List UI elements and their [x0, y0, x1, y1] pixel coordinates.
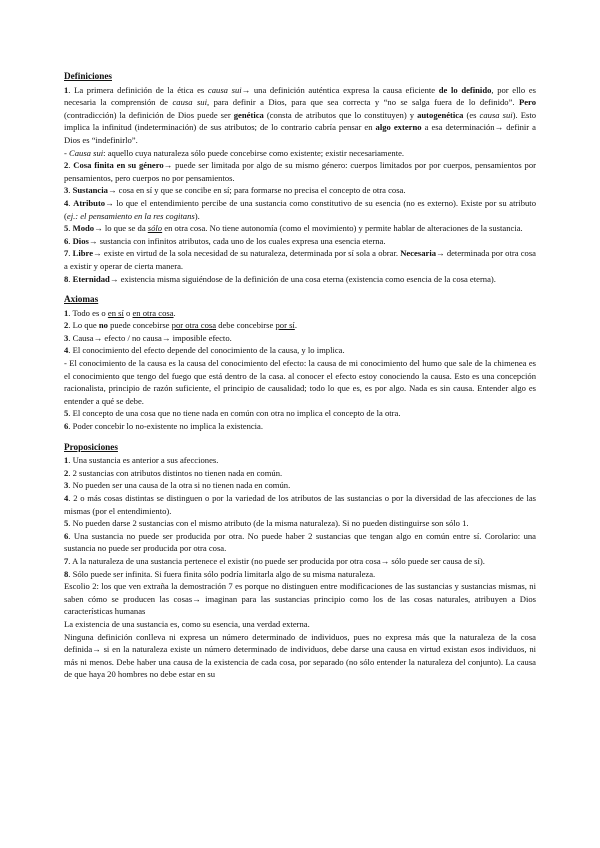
text-run: . 2 o más cosas distintas se distinguen o por la variedad de los atributos de las sustancias o por la diversidad de las afecciones de las mismas (por el entendimiento). — [64, 493, 536, 516]
paragraph — [64, 568, 536, 581]
text-run: . Sólo puede ser infinita. Si fuera finita sólo podría limitarla algo de su misma naturaleza. — [68, 568, 376, 579]
paragraph-list — [64, 307, 536, 433]
text-run: en otra cosa — [132, 307, 174, 318]
text-run: Dios — [72, 235, 89, 246]
text-run: → cosa en sí y que se concibe en sí; para formarse no precisa el concepto de otra cosa. — [107, 185, 406, 196]
text-run: autogenética — [417, 109, 464, 120]
text-run: sólo — [147, 223, 163, 234]
text-run: esos — [470, 644, 486, 655]
paragraph — [64, 517, 536, 530]
text-run: . 2 sustancias con atributos distintos no tienen nada en común. — [68, 467, 283, 478]
text-run: 2 — [64, 320, 69, 331]
text-run: - El conocimiento de la causa es la causa del conocimiento del efecto: la causa de mi conocimiento del humo que sale de la chimenea es el conocimiento que tengo del fuego que está dentro de la casa. al conocer el efecto estoy conociendo la causa. Esto es una concepción racionalista, principio de razón suficiente, el principio de causalidad; todo lo que es, es por algo. Nada es sin causa. Entender algo es entender a qué se debe. — [64, 358, 536, 406]
text-run: Libre — [72, 248, 94, 259]
paragraph — [64, 618, 536, 631]
text-run: . Una sustancia no puede ser producida por otra. No puede haber 2 sustancias que tengan algo en común entre sí. Corolario: una sustancia no puede ser producida por otra cosa. — [64, 530, 536, 554]
text-run: Pero — [518, 97, 537, 108]
text-run: 5 — [64, 223, 69, 234]
paragraph — [64, 492, 536, 517]
text-run: . — [173, 307, 176, 318]
section-heading: Axiomas — [64, 294, 99, 305]
text-run: 8 — [64, 568, 69, 579]
section-heading: Definiciones — [64, 71, 112, 81]
text-run: causa sui — [207, 84, 242, 95]
text-run: 7 — [64, 555, 69, 566]
text-run: individuos, ni más ni menos. Debe haber una causa de la existencia de cada cosa, por separado (no sólo entender la naturaleza del conjunto). La causa de que haya 20 hombres no debe estar en su — [64, 644, 536, 680]
text-run: Modo — [72, 223, 95, 234]
text-run: en sí — [107, 307, 124, 318]
text-run: 1 — [64, 307, 69, 318]
paragraph — [64, 84, 536, 147]
text-run: algo externo — [375, 122, 422, 133]
text-run: causa sui — [479, 109, 513, 120]
section-proposiciones — [64, 441, 536, 681]
text-run: , para definir a Dios, para que sea correcta y “no se salga fuera de lo definido”. — [206, 97, 519, 108]
text-run: puede concebirse — [107, 320, 172, 331]
text-run: debe concebirse — [216, 320, 276, 331]
text-run: . — [68, 235, 73, 246]
text-run: . Poder concebir lo no-existente no implica la existencia. — [68, 421, 264, 432]
text-run: . — [294, 320, 297, 331]
text-run: 7 — [64, 248, 69, 259]
paragraph — [64, 332, 536, 345]
text-run: 3 — [64, 332, 69, 343]
text-run: . — [68, 248, 73, 259]
text-run: . No pueden darse 2 sustancias con el mismo atributo (de la misma naturaleza). Si no pueden distinguirse son sólo 1. — [68, 518, 469, 529]
text-run: 5 — [64, 408, 69, 419]
text-run: Cosa finita en su género — [73, 160, 164, 171]
text-run: . — [68, 185, 73, 196]
paragraph — [64, 184, 536, 197]
text-run: (consta de atributos que lo constituyen) y — [263, 109, 418, 120]
text-run: . La primera definición de la ética es — [68, 84, 208, 95]
section-definiciones — [64, 70, 536, 285]
text-run: 5 — [64, 518, 69, 529]
paragraph — [64, 235, 536, 248]
text-run: . Una sustancia es anterior a sus afecciones. — [68, 455, 219, 466]
text-run: → existencia misma siguiéndose de la definición de una cosa eterna (existencia como esencia de la cosa eterna). — [109, 273, 496, 284]
text-run: . — [68, 223, 73, 234]
paragraph — [64, 147, 536, 160]
paragraph — [64, 344, 536, 357]
text-run: → existe en virtud de la sola necesidad de su naturaleza, determinada por sí sola a obrar. — [93, 248, 401, 259]
text-run: genética — [233, 109, 264, 120]
text-run: no — [98, 320, 108, 331]
section-axiomas — [64, 293, 536, 433]
text-run: Sustancia — [72, 185, 108, 196]
text-run: ej.: el pensamiento en la res cogitans — [66, 210, 195, 221]
text-run: por otra cosa — [171, 320, 217, 331]
text-run: en otra cosa. No tiene autonomía (como el movimiento) y permite hablar de alteraciones de la sustancia. — [162, 223, 523, 234]
text-run: 4 — [64, 345, 69, 356]
text-run: . — [68, 160, 74, 171]
text-run: Ninguna definición conlleva ni expresa un número determinado de individuos, pues no expresa más que la naturaleza de la cosa definida→ si en la naturaleza existe un número determinado de individuos, debe darse una causa en virtud existan — [64, 631, 536, 655]
paragraph — [64, 555, 536, 568]
paragraph-list — [64, 454, 536, 681]
paragraph — [64, 222, 536, 235]
section-heading: Proposiciones — [64, 441, 118, 452]
text-run: o — [123, 307, 133, 318]
text-run: . El concepto de una cosa que no tiene nada en común con otra no implica el concepto de la otra. — [68, 408, 401, 419]
text-run: → una definición auténtica expresa la causa eficiente — [241, 84, 439, 95]
text-run: → lo que el entendimiento percibe de una sustancia como constitutivo de su esencia (no es externo). Existe por su atributo ( — [64, 197, 536, 221]
paragraph — [64, 454, 536, 467]
text-run: 6 — [64, 530, 69, 541]
text-run: 1 — [64, 84, 69, 95]
text-run: : aquello cuya naturaleza sólo puede concebirse como existente; existir necesariamente. — [103, 147, 405, 158]
text-run: Causa sui — [69, 147, 104, 158]
text-run: de lo definido — [438, 84, 492, 95]
text-run: 8 — [64, 273, 69, 284]
text-run: 4 — [64, 197, 69, 208]
text-run: . No pueden ser una causa de la otra si no tienen nada en común. — [68, 480, 291, 491]
text-run: → puede ser limitada por algo de su mismo género: cuerpos limitados por por cuerpos, pensamientos por pensamientos, pero cuerpos no por pensamientos. — [64, 160, 537, 183]
text-run: La existencia de una sustancia es, como su esencia, una verdad externa. — [64, 618, 310, 629]
text-run: 2 — [64, 467, 69, 478]
text-run: 3 — [64, 185, 69, 196]
text-run: (es — [463, 109, 480, 120]
text-run: → sustancia con infinitos atributos, cada uno de los cuales expresa una esencia eterna. — [88, 235, 386, 246]
text-run: - — [64, 147, 70, 158]
paragraph — [64, 273, 536, 286]
paragraph — [64, 247, 536, 272]
paragraph-list — [64, 84, 536, 286]
paragraph — [64, 580, 536, 618]
text-run: 6 — [64, 421, 69, 432]
text-run: por sí — [275, 320, 295, 331]
text-run: Eternidad — [72, 273, 110, 284]
paragraph — [64, 307, 536, 320]
text-run: causa sui — [172, 97, 207, 108]
text-run: Escolio 2: los que ven extraña la demostración 7 es porque no distinguen entre modificaciones de las sustancias y sustancias mismas, ni saben cómo se producen las cosas→ imaginan para las sustancias principio como los de las cosas naturales, atribuyen a Dios características humanas — [64, 581, 536, 617]
text-run: 3 — [64, 480, 69, 491]
text-run: . Lo que — [68, 320, 99, 331]
text-run: . El conocimiento del efecto depende del conocimiento de la causa, y lo implica. — [68, 345, 345, 356]
paragraph — [64, 197, 536, 222]
text-run: 6 — [64, 235, 69, 246]
paragraph — [64, 467, 536, 480]
paragraph — [64, 407, 536, 420]
text-run: (contradicción) la definición de Dios puede ser — [64, 109, 234, 120]
paragraph — [64, 357, 536, 407]
text-run: Atributo — [73, 197, 106, 208]
text-run: , por ello es necesaria la comprensión de — [64, 84, 536, 108]
text-run: → lo que se da — [94, 223, 148, 234]
paragraph — [64, 530, 536, 555]
text-run: 1 — [64, 455, 69, 466]
paragraph — [64, 420, 536, 433]
paragraph — [64, 479, 536, 492]
text-run: a esa determinación→ definir a Dios es “indefinirlo”. — [64, 122, 536, 145]
paragraph — [64, 631, 536, 681]
text-run: Necesaria — [400, 248, 437, 259]
paragraph — [64, 319, 536, 332]
text-run: → determinada por otra cosa a existir y operar de cierta manera. — [64, 248, 536, 271]
text-run: 4 — [64, 493, 69, 503]
text-run: ). — [194, 210, 200, 221]
text-run: . Todo es o — [68, 307, 108, 318]
text-run: . Causa→ efecto / no causa→ imposible efecto. — [68, 332, 232, 343]
text-run: . — [68, 197, 74, 208]
text-run: ). Esto implica la infinitud (indeterminación) de sus atributos; de lo contrario cabría pensar en — [64, 109, 537, 133]
paragraph — [64, 159, 536, 184]
text-run: 2 — [64, 160, 69, 171]
text-run: . A la naturaleza de una sustancia pertenece el existir (no puede ser producida por otra cosa→ sólo puede ser causa de sí). — [68, 555, 485, 566]
text-run: . — [68, 273, 73, 284]
